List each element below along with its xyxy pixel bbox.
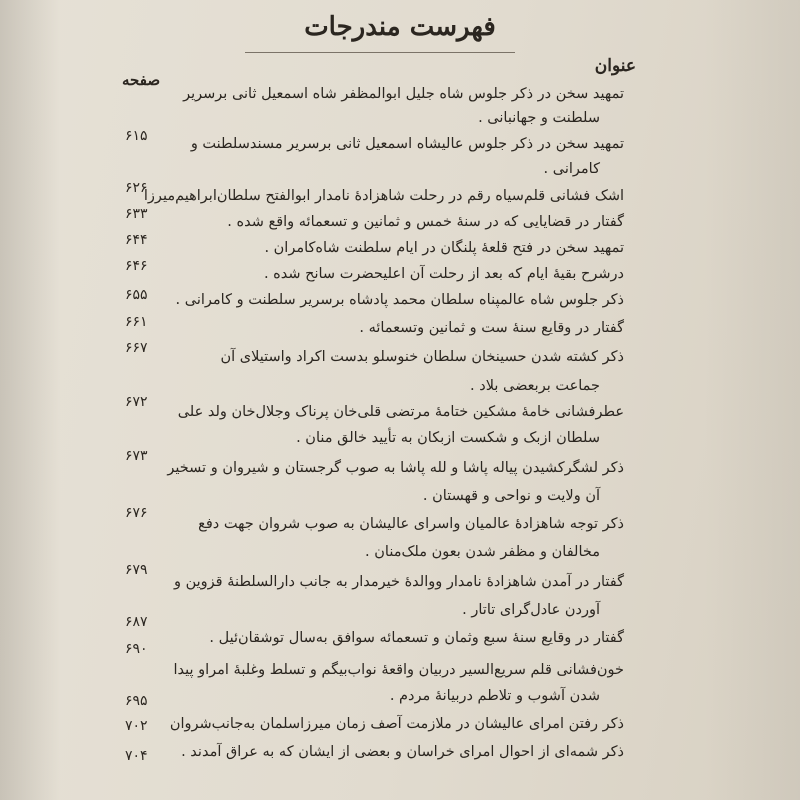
- toc-entry-line: گفتار در وقایع سنهٔ ست و ثمانین وتسعمائه .: [359, 320, 624, 336]
- toc-entry-line: سلطان ازبک و شکست ازبکان به تأیید خالق منان .: [296, 430, 600, 446]
- toc-entry-line: تمهید سخن در ذکر جلوس عالیشاه اسمعیل ثانی برسریر مسندسلطنت و: [190, 136, 624, 152]
- toc-page-number: ۶۸۷: [125, 614, 148, 630]
- title-rule: [245, 52, 515, 53]
- page-edge-bleed: [705, 0, 800, 800]
- toc-page-number: ۶۷۲: [125, 394, 148, 410]
- toc-page-number: ۶۷۳: [125, 448, 148, 464]
- page-shadow: [0, 0, 60, 800]
- toc-entry-line: آن ولایت و نواحی و قهستان .: [422, 488, 600, 504]
- toc-page-number: ۶۵۵: [125, 287, 148, 303]
- page-title: فهرست مندرجات: [304, 12, 496, 42]
- toc-entry-line: ذکر رفتن امرای عالیشان در ملازمت آصف زمان میرزاسلمان به‌جانب‌شروان: [169, 716, 624, 732]
- toc-page-number: ۶۹۵: [125, 693, 148, 709]
- toc-entry-line: خون‌فشانی قلم سریع‌السیر دربیان واقعهٔ نواب‌بیگم و تسلط وغلبهٔ امراو پیدا: [173, 662, 624, 678]
- toc-page-number: ۶۴۶: [125, 258, 148, 274]
- toc-page-number: ۶۳۳: [125, 206, 148, 222]
- toc-entry-line: تمهید سخن در ذکر جلوس شاه جلیل ابوالمظفر شاه اسمعیل ثانی برسریر: [183, 86, 624, 102]
- column-header-page: صفحه: [122, 71, 161, 89]
- toc-entry-line: ذکر شمه‌ای از احوال امرای خراسان و بعضی از ایشان که به عراق آمدند .: [181, 744, 624, 760]
- toc-entry-line: شدن آشوب و تلاطم دربیانهٔ مردم .: [389, 688, 600, 704]
- toc-entry-line: مخالفان و مظفر شدن بعون ملک‌منان .: [365, 544, 600, 560]
- toc-entry-line: درشرح بقیهٔ ایام که بعد از رحلت آن اعلیحضرت سانح شده .: [263, 266, 624, 282]
- toc-page-number: ۶۴۴: [125, 232, 148, 248]
- column-header-title: عنوان: [594, 56, 636, 76]
- toc-entry-line: کامرانی .: [543, 161, 600, 177]
- toc-entry-line: گفتار در قضایایی که در سنهٔ خمس و ثمانین و تسعمائه واقع شده .: [227, 214, 624, 230]
- toc-entry-line: سلطنت و جهانبانی .: [478, 110, 600, 126]
- toc-page-number: ۶۷۹: [125, 562, 148, 578]
- toc-entry-line: اشک فشانی قلم‌سیاه رقم در رحلت شاهزادهٔ نامدار ابوالفتح سلطان‌ابراهیم‌میرزا: [143, 188, 624, 204]
- toc-page-number: ۶۹۰: [125, 641, 148, 657]
- toc-entry-line: جماعت بربعضی بلاد .: [470, 378, 600, 394]
- toc-entry-line: عطرفشانی خامهٔ مشکین ختامهٔ مرتضی قلی‌خان پرناک وجلال‌خان ولد علی: [177, 404, 624, 420]
- toc-entry-line: ذکر توجه شاهزادهٔ عالمیان واسرای عالیشان به صوب شروان جهت دفع: [198, 516, 624, 532]
- toc-page-number: ۶۷۶: [125, 505, 148, 521]
- toc-page-number: ۷۰۴: [125, 748, 148, 764]
- toc-page-number: ۷۰۲: [125, 718, 148, 734]
- toc-entry-line: تمهید سخن در فتح قلعهٔ پلنگان در ایام سلطنت شاه‌کامران .: [264, 240, 624, 256]
- toc-entry-line: ذکر جلوس شاه عالمپناه سلطان محمد پادشاه برسریر سلطنت و کامرانی .: [175, 292, 624, 308]
- toc-page-number: ۶۲۶: [125, 180, 148, 196]
- toc-entry-line: ذکر لشگرکشیدن پیاله پاشا و لله پاشا به صوب گرجستان و شیروان و تسخیر: [167, 460, 624, 476]
- toc-entry-line: گفتار در آمدن شاهزادهٔ نامدار ووالدهٔ خیرمدار به جانب دارالسلطنهٔ قزوین و: [173, 574, 624, 590]
- toc-entry-line: آوردن عادل‌گرای تاتار .: [462, 602, 600, 618]
- toc-entry-line: ذکر کشته شدن حسینخان سلطان خنوسلو بدست اکراد واستیلای آن: [220, 349, 624, 365]
- toc-page-number: ۶۱۵: [125, 128, 148, 144]
- toc-page-number: ۶۶۱: [125, 314, 148, 330]
- toc-entry-line: گفتار در وقایع سنهٔ سبع وثمان و تسعمائه سوافق به‌سال توشقان‌ئیل .: [209, 630, 624, 646]
- toc-page-number: ۶۶۷: [125, 340, 148, 356]
